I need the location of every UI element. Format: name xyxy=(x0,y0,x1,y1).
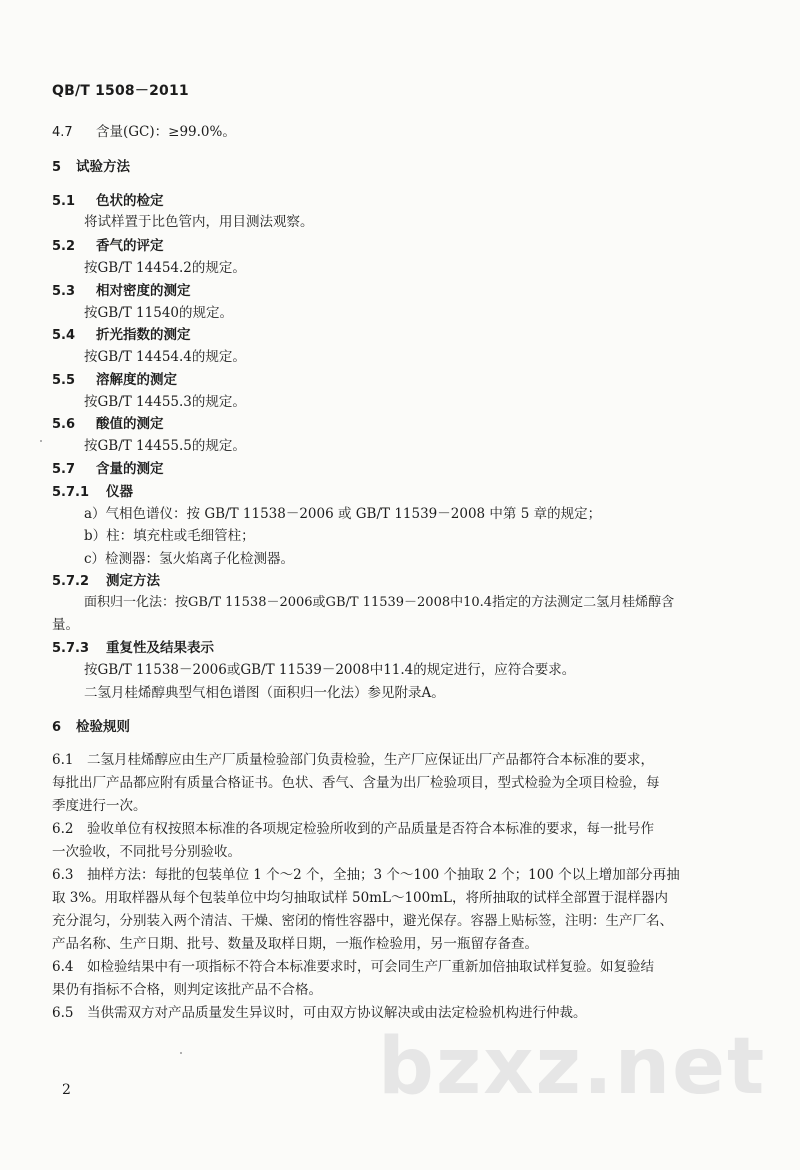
clause-5-2-body: 按GB/T 14454.2的规定。 xyxy=(84,260,246,276)
list-item-c: c）检测器：氢火焰离子化检测器。 xyxy=(84,551,295,567)
paragraph-line: 6.2 验收单位有权按照本标准的各项规定检验所收到的产品质量是否符合本标准的要求，每一批号作 xyxy=(52,821,654,837)
section-number: 5 xyxy=(52,160,62,175)
clause-5-7-3-heading xyxy=(52,638,214,659)
list-item-a: a）气相色谱仪：按 GB/T 11538－2006 或 GB/T 11539－2008 中第 5 章的规定； xyxy=(84,506,602,522)
standard-code-header: QB/T 1508－2011 xyxy=(52,83,189,99)
paragraph-line: 6.3 抽样方法：每批的包装单位 1 个～2 个，全抽；3 个～100 个抽取 2 个；100 个以上增加部分再抽 xyxy=(52,867,680,883)
clause-number: 5.7 xyxy=(52,462,76,477)
clause-5-7-1-heading xyxy=(52,482,133,503)
clause-5-2-heading xyxy=(52,236,164,257)
section-number: 6 xyxy=(52,720,62,735)
clause-5-6-heading xyxy=(52,414,164,435)
clause-6-4 xyxy=(52,956,654,1002)
clause-number: 5.6 xyxy=(52,417,76,432)
clause-6-1 xyxy=(52,749,660,818)
paragraph-line: 季度进行一次。 xyxy=(52,798,147,814)
section-title: 试验方法 xyxy=(76,159,130,175)
watermark: bzxz.net xyxy=(378,1022,767,1112)
clause-6-2 xyxy=(52,818,654,864)
clause-title: 仪器 xyxy=(106,484,133,500)
clause-title: 含量的测定 xyxy=(96,461,164,477)
clause-title: 溶解度的测定 xyxy=(96,372,177,388)
section-5-heading xyxy=(52,157,130,178)
clause-5-6-body: 按GB/T 14455.5的规定。 xyxy=(84,438,246,454)
clause-title: 色状的检定 xyxy=(96,193,164,209)
paragraph-line: 6.4 如检验结果中有一项指标不符合本标准要求时，可会同生产厂重新加倍抽取试样复验。如复验结 xyxy=(52,959,654,975)
clause-title: 相对密度的测定 xyxy=(96,283,191,299)
clause-5-3-heading xyxy=(52,281,191,302)
paragraph-line: 充分混匀，分别装入两个清洁、干燥、密闭的惰性容器中，避光保存。容器上贴标签，注明：生产厂名、 xyxy=(52,913,673,929)
paragraph-line: 6.1 二氢月桂烯醇应由生产厂质量检验部门负责检验，生产厂应保证出厂产品都符合本标准的要求， xyxy=(52,752,654,768)
clause-5-7-2-body-line2: 量。 xyxy=(52,617,79,633)
clause-number: 5.2 xyxy=(52,239,76,254)
section-title: 检验规则 xyxy=(76,719,130,735)
clause-number: 4.7 xyxy=(52,125,73,140)
clause-6-3 xyxy=(52,864,680,956)
clause-5-7-3-body-line1: 按GB/T 11538－2006或GB/T 11539－2008中11.4的规定进行，应符合要求。 xyxy=(84,662,576,678)
clause-number: 5.7.3 xyxy=(52,641,90,656)
clause-title: 测定方法 xyxy=(106,573,160,589)
clause-5-7-3-body-line2: 二氢月桂烯醇典型气相色谱图（面积归一化法）参见附录A。 xyxy=(84,685,445,701)
page-number: 2 xyxy=(62,1082,71,1098)
paragraph-line: 果仍有指标不合格，则判定该批产品不合格。 xyxy=(52,982,322,998)
clause-5-1-body: 将试样置于比色管内，用目测法观察。 xyxy=(84,214,314,230)
clause-5-5-heading xyxy=(52,370,177,391)
clause-number: 5.7.2 xyxy=(52,574,90,589)
paragraph-line: 一次验收，不同批号分别验收。 xyxy=(52,844,241,860)
clause-5-1-heading xyxy=(52,191,164,212)
paragraph-line: 产品名称、生产日期、批号、数量及取样日期，一瓶作检验用，另一瓶留存备查。 xyxy=(52,936,538,952)
clause-number: 5.7.1 xyxy=(52,485,90,500)
clause-number: 5.5 xyxy=(52,373,76,388)
clause-5-4-body: 按GB/T 14454.4的规定。 xyxy=(84,349,246,365)
paragraph-line: 取 3%。用取样器从每个包装单位中均匀抽取试样 50mL～100mL，将所抽取的试样全部置于混样器内 xyxy=(52,890,668,906)
scan-speck xyxy=(40,440,42,442)
clause-5-7-2-body-line1: 面积归一化法：按GB/T 11538－2006或GB/T 11539－2008中10.4指定的方法测定二氢月桂烯醇含 xyxy=(84,595,675,610)
clause-5-4-heading xyxy=(52,325,191,346)
list-item-b: b）柱：填充柱或毛细管柱； xyxy=(84,528,255,544)
paragraph-line: 每批出厂产品都应附有质量合格证书。色状、香气、含量为出厂检验项目，型式检验为全项目检验，每 xyxy=(52,775,660,791)
clause-5-7-heading xyxy=(52,459,164,480)
clause-title: 重复性及结果表示 xyxy=(106,640,214,656)
scan-speck xyxy=(180,1052,182,1054)
clause-number: 5.4 xyxy=(52,328,76,343)
clause-5-3-body: 按GB/T 11540的规定。 xyxy=(84,305,233,321)
clause-title: 折光指数的测定 xyxy=(96,327,191,343)
clause-4-7 xyxy=(52,122,236,143)
clause-5-5-body: 按GB/T 14455.3的规定。 xyxy=(84,394,246,410)
paragraph-line: 6.5 当供需双方对产品质量发生异议时，可由双方协议解决或由法定检验机构进行仲裁。 xyxy=(52,1005,587,1021)
clause-title: 香气的评定 xyxy=(96,238,164,254)
clause-number: 5.1 xyxy=(52,194,76,209)
clause-number: 5.3 xyxy=(52,284,76,299)
clause-5-7-2-heading xyxy=(52,571,160,592)
clause-text: 含量(GC)：≥99.0%。 xyxy=(96,124,236,140)
section-6-heading xyxy=(52,717,130,738)
clause-title: 酸值的测定 xyxy=(96,416,164,432)
